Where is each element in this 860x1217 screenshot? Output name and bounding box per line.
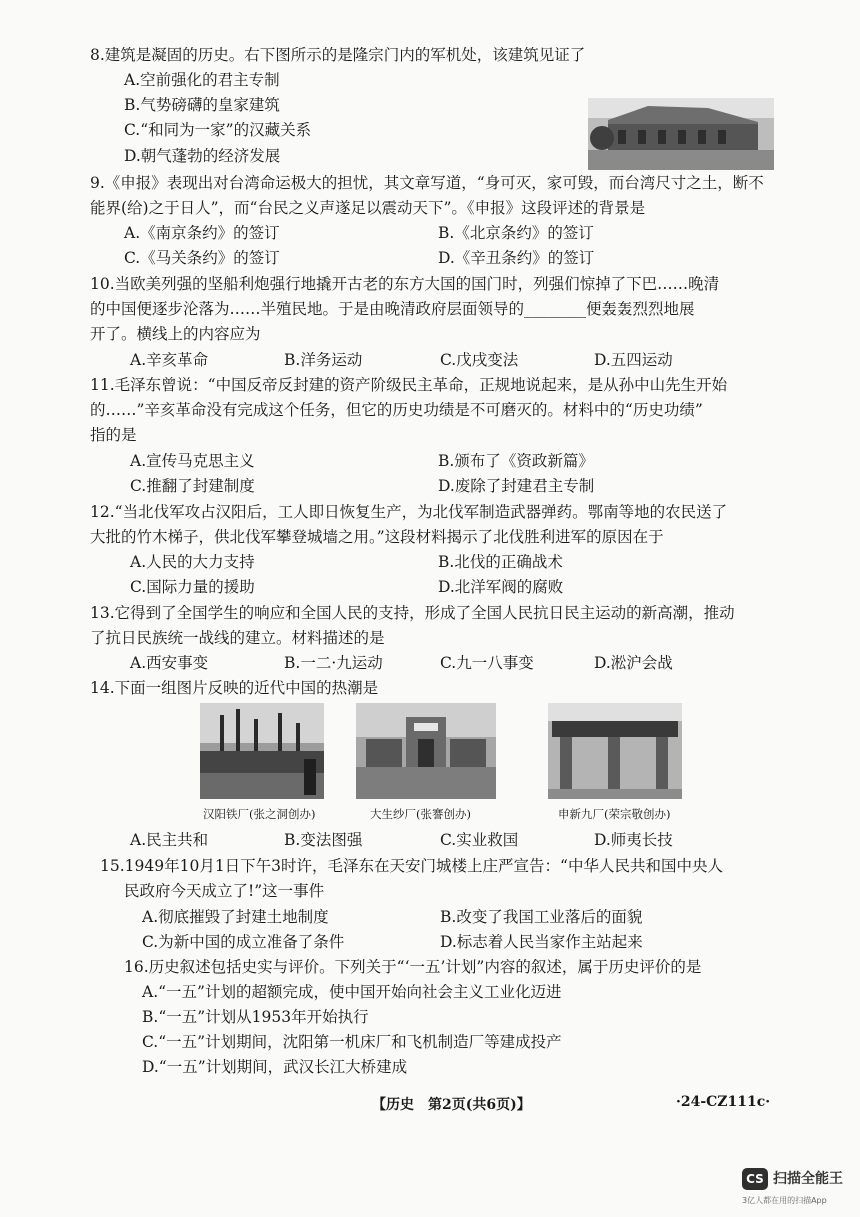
question-8-stem: 8.建筑是凝固的历史。右下图所示的是隆宗门内的军机处，该建筑见证了: [90, 46, 586, 64]
q8-option-c: C.“和同为一家”的汉藏关系: [124, 121, 312, 139]
scanner-app-name: 扫描全能王: [773, 1171, 843, 1187]
junjichu-photo: [588, 98, 774, 170]
q14-option-d: D.师夷长技: [594, 831, 673, 849]
caption-hanyang-ironworks: 汉阳铁厂(张之洞创办): [203, 807, 316, 821]
q10-option-d: D.五四运动: [594, 351, 673, 369]
q16-option-c: C.“一五”计划期间，沈阳第一机床厂和飞机制造厂等建成投产: [142, 1033, 562, 1051]
question-13-stem-2: 了抗日民族统一战线的建立。材料描述的是: [90, 629, 385, 647]
question-11-stem-2: 的……”辛亥革命没有完成这个任务，但它的历史功绩是不可磨灭的。材料中的“历史功绩”: [90, 401, 703, 419]
q11-option-c: C.推翻了封建制度: [130, 477, 255, 495]
q9-option-b: B.《北京条约》的签订: [438, 224, 594, 242]
question-12-stem-1: 12.“当北伐军攻占汉阳后，工人即日恢复生产，为北伐军制造武器弹药。鄂南等地的农民送了: [90, 503, 728, 521]
q14-option-b: B.变法图强: [284, 831, 363, 849]
q10-option-c: C.戊戌变法: [440, 351, 519, 369]
q15-option-a: A.彻底摧毁了封建土地制度: [142, 908, 329, 926]
q13-option-d: D.淞沪会战: [594, 654, 673, 672]
q10-option-a: A.辛亥革命: [130, 351, 209, 369]
question-14-stem: 14.下面一组图片反映的近代中国的热潮是: [90, 679, 379, 697]
question-10-stem-2: 的中国便逐步沦落为……半殖民地。于是由晚清政府层面领导的________便轰轰烈烈地展: [90, 300, 695, 318]
q10-option-b: B.洋务运动: [284, 351, 363, 369]
q8-option-d: D.朝气蓬勃的经济发展: [124, 147, 281, 165]
q9-option-d: D.《辛丑条约》的签订: [438, 249, 595, 267]
q8-option-b: B.气势磅礴的皇家建筑: [124, 96, 280, 114]
camscanner-logo: CS: [742, 1168, 768, 1190]
dasheng-mill-photo: [356, 703, 496, 799]
exam-code: ·24-CZ111c·: [676, 1094, 771, 1110]
q11-option-d: D.废除了封建君主专制: [438, 477, 595, 495]
question-9-stem-1: 9.《申报》表现出对台湾命运极大的担忧，其文章写道，“身可灭，家可毁，而台湾尺寸之土，断不: [90, 174, 764, 192]
question-10-stem-3: 开了。横线上的内容应为: [90, 325, 261, 343]
q13-option-c: C.九一八事变: [440, 654, 534, 672]
q15-option-d: D.标志着人民当家作主站起来: [440, 933, 643, 951]
shenxin-mill-photo: [548, 703, 682, 799]
q9-option-c: C.《马关条约》的签订: [124, 249, 280, 267]
question-13-stem-1: 13.它得到了全国学生的响应和全国人民的支持，形成了全国人民抗日民主运动的新高潮，推动: [90, 604, 735, 622]
hanyang-ironworks-photo: [200, 703, 324, 799]
caption-shenxin-mill: 申新九厂(荣宗敬创办): [558, 807, 671, 821]
q11-option-a: A.宣传马克思主义: [130, 452, 255, 470]
q16-option-a: A.“一五”计划的超额完成，使中国开始向社会主义工业化迈进: [142, 983, 562, 1001]
question-11-stem-3: 指的是: [90, 426, 137, 444]
page-number-label: 【历史 第2页(共6页)】: [372, 1097, 531, 1113]
question-12-stem-2: 大批的竹木梯子，供北伐军攀登城墙之用。”这段材料揭示了北伐胜利进军的原因在于: [90, 528, 664, 546]
question-15-stem-1: 15.1949年10月1日下午3时许，毛泽东在天安门城楼上庄严宣告：“中华人民共和国中央人: [100, 857, 723, 875]
q15-option-b: B.改变了我国工业落后的面貌: [440, 908, 643, 926]
q15-option-c: C.为新中国的成立准备了条件: [142, 933, 345, 951]
q14-option-c: C.实业救国: [440, 831, 519, 849]
question-10-stem-1: 10.当欧美列强的坚船利炮强行地撬开古老的东方大国的国门时，列强们惊掉了下巴……晚清: [90, 275, 720, 293]
q8-option-a: A.空前强化的君主专制: [124, 71, 280, 89]
q16-option-b: B.“一五”计划从1953年开始执行: [142, 1008, 369, 1026]
q12-option-b: B.北伐的正确战术: [438, 553, 563, 571]
caption-dasheng-mill: 大生纱厂(张謇创办): [370, 807, 471, 821]
q12-option-a: A.人民的大力支持: [130, 553, 255, 571]
q13-option-b: B.一二·九运动: [284, 654, 383, 672]
question-9-stem-2: 能界(给)之于日人”，而“台民之义声遂足以震动天下”。《申报》这段评述的背景是: [90, 199, 646, 217]
question-11-stem-1: 11.毛泽东曾说：“中国反帝反封建的资产阶级民主革命，正规地说起来，是从孙中山先生开始: [90, 376, 728, 394]
q13-option-a: A.西安事变: [130, 654, 209, 672]
q9-option-a: A.《南京条约》的签订: [124, 224, 280, 242]
q12-option-c: C.国际力量的援助: [130, 578, 255, 596]
question-15-stem-2: 民政府今天成立了!”这一事件: [124, 882, 325, 900]
scanner-slogan: 3亿人都在用的扫描App: [742, 1196, 827, 1205]
q16-option-d: D.“一五”计划期间，武汉长江大桥建成: [142, 1058, 408, 1076]
q11-option-b: B.颁布了《资政新篇》: [438, 452, 594, 470]
question-16-stem: 16.历史叙述包括史实与评价。下列关于“‘一五’计划”内容的叙述，属于历史评价的是: [124, 958, 702, 976]
q14-option-a: A.民主共和: [130, 831, 209, 849]
q12-option-d: D.北洋军阀的腐败: [438, 578, 564, 596]
